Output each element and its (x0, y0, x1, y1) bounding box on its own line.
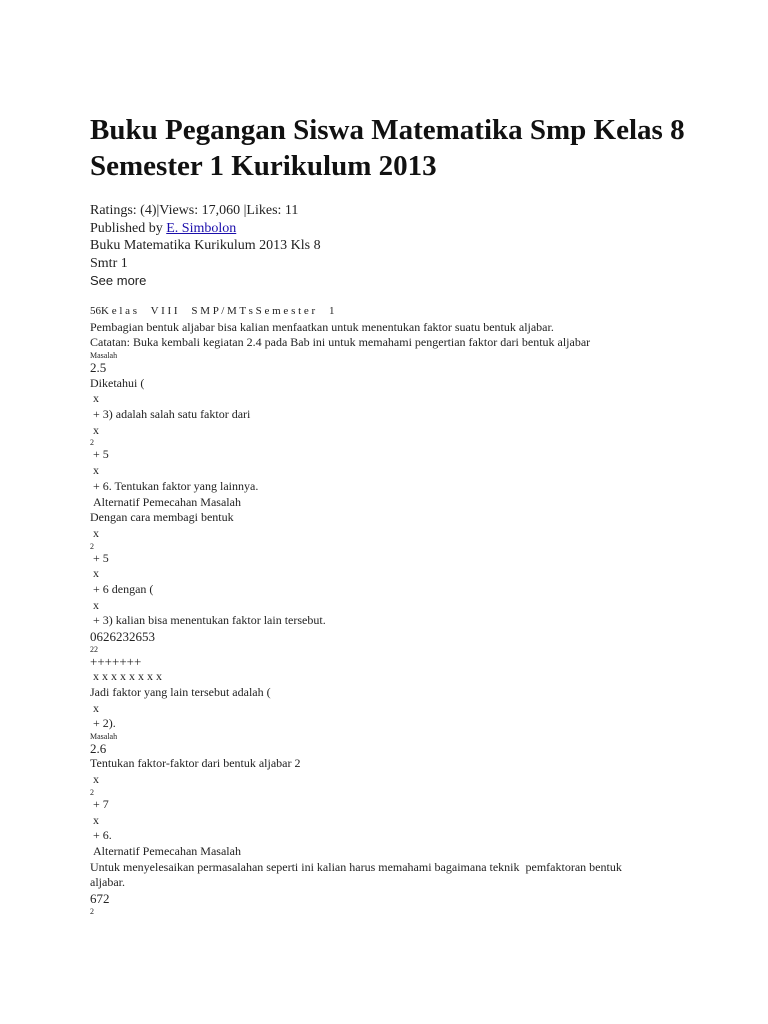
doc-line: x x x x x x x x (93, 669, 162, 684)
doc-line: +++++++ (90, 653, 142, 669)
doc-line: Untuk menyelesaikan permasalahan seperti ini kalian harus memahami bagaimana teknik pemfaktoran bentuk (90, 859, 622, 874)
doc-line: Dengan cara membagi bentuk (90, 510, 234, 525)
doc-line: x (93, 391, 99, 406)
doc-line: Tentukan faktor-faktor dari bentuk aljabar 2 (90, 756, 301, 771)
see-more-link[interactable]: See more (90, 273, 147, 288)
doc-line: x (93, 463, 99, 478)
doc-line: x (93, 525, 99, 540)
superscript: 2 (90, 906, 94, 916)
problem-number: 2.5 (90, 360, 107, 376)
page-title: Buku Pegangan Siswa Matematika Smp Kelas 8 Semester 1 Kurikulum 2013 (90, 114, 685, 182)
author-link[interactable]: E. Simbolon (166, 220, 237, 236)
doc-header-line: 56K e l a s V I I I S M P / M T s S e m e s t e r 1 (90, 305, 335, 317)
doc-line: Diketahui ( (90, 375, 145, 390)
doc-line: Pembagian bentuk aljabar bisa kalian menfaatkan untuk menentukan faktor suatu bentuk aljabar. (90, 319, 554, 334)
doc-line: + 7 (93, 796, 109, 811)
problem-label: Masalah (90, 731, 118, 741)
published-prefix: Published by (90, 220, 167, 236)
doc-line: x (93, 597, 99, 612)
description-line-1: Buku Matematika Kurikulum 2013 Kls 8 (90, 238, 321, 253)
ratings-line: Ratings: (4)|Views: 17,060 |Likes: 11 (90, 203, 299, 218)
doc-line: Jadi faktor yang lain tersebut adalah ( (90, 684, 271, 699)
problem-number: 2.6 (90, 740, 107, 756)
doc-line: x (93, 566, 99, 581)
doc-line: x (93, 422, 99, 437)
doc-line: + 5 (93, 550, 109, 565)
doc-line: x (93, 772, 99, 787)
document-text (90, 304, 730, 916)
published-line (90, 220, 321, 238)
description-line-2: Smtr 1 (90, 255, 128, 271)
superscript: 2 (90, 541, 94, 551)
problem-label: Masalah (90, 351, 118, 361)
doc-line: + 5 (93, 447, 109, 462)
doc-line: x (93, 812, 99, 827)
doc-line: aljabar. (90, 875, 125, 890)
doc-line: + 2). (93, 716, 116, 731)
doc-line: + 6. Tentukan faktor yang lainnya. (93, 478, 259, 493)
superscript: 2 (90, 787, 94, 797)
document-meta (90, 202, 321, 290)
section-heading: Alternatif Pemecahan Masalah (93, 843, 241, 858)
doc-line: Catatan: Buka kembali kegiatan 2.4 pada Bab ini untuk memahami pengertian faktor dari bentuk aljabar (90, 335, 591, 350)
doc-line: + 3) kalian bisa menentukan faktor lain tersebut. (93, 613, 326, 628)
doc-line: + 6. (93, 828, 112, 843)
superscript: 2 (90, 438, 94, 448)
doc-line: + 3) adalah salah satu faktor dari (93, 407, 251, 422)
doc-line: 0626232653 (90, 629, 155, 645)
doc-line: x (93, 700, 99, 715)
doc-line: + 6 dengan ( (93, 582, 154, 597)
doc-line: 672 (90, 891, 110, 907)
superscript: 22 (90, 644, 98, 654)
section-heading: Alternatif Pemecahan Masalah (93, 494, 241, 509)
